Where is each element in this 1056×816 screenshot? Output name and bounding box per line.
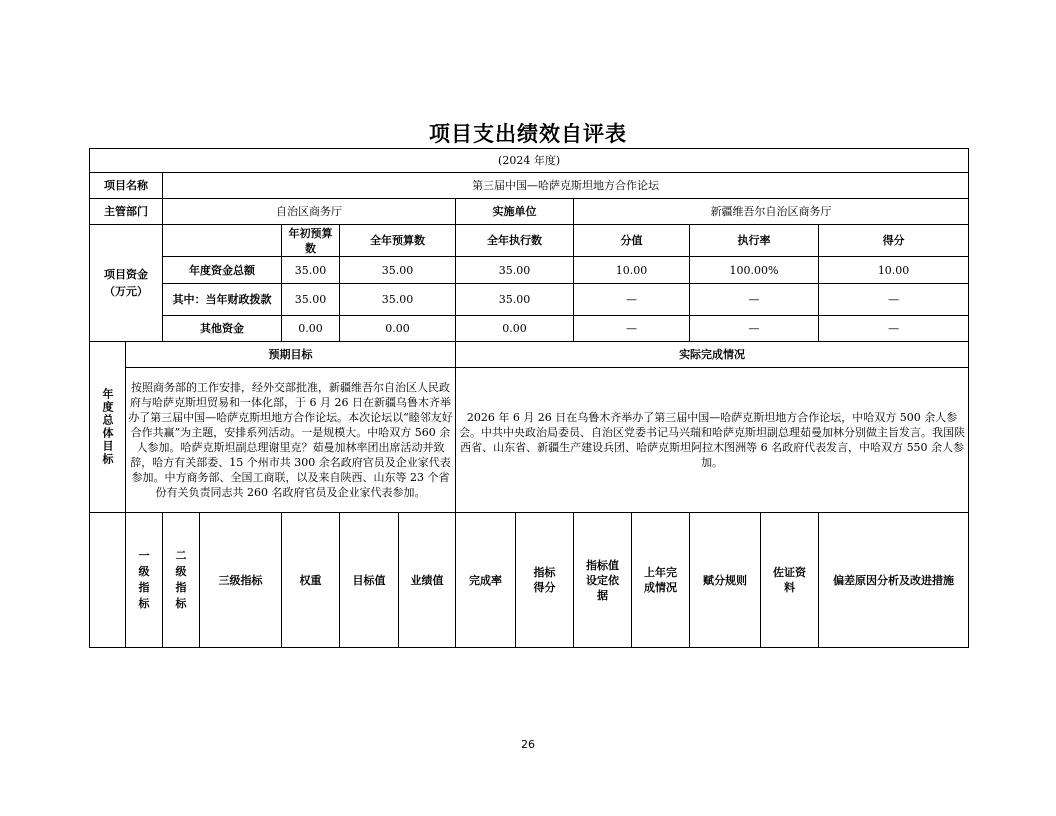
- funds-cell: 35.00: [282, 284, 340, 316]
- performance-self-evaluation-table: [89, 148, 969, 648]
- dept-value: 自治区商务厅: [163, 199, 456, 225]
- funds-cell: —: [819, 284, 969, 316]
- year-label: (2024 年度): [498, 154, 561, 167]
- funds-header-executed: 全年执行数: [456, 225, 574, 257]
- indicator-header-basis: 指标值设定依据: [574, 513, 632, 648]
- funds-cell: 10.00: [819, 257, 969, 284]
- funds-cell: —: [690, 284, 819, 316]
- funds-cell: 35.00: [456, 257, 574, 284]
- funds-cell: 0.00: [282, 316, 340, 342]
- funds-cell: 35.00: [340, 284, 456, 316]
- indicator-header-target: 目标值: [340, 513, 399, 648]
- funds-header-initial: 年初预算数: [282, 225, 340, 257]
- page-title: 项目支出绩效自评表: [429, 122, 627, 146]
- funds-row-label: 其中：当年财政拨款: [163, 284, 282, 316]
- funds-cell: 35.00: [282, 257, 340, 284]
- indicator-header-level2: 二级指标: [163, 513, 200, 648]
- indicator-header-weight: 权重: [282, 513, 340, 648]
- expected-goal-text: 按照商务部的工作安排，经外交部批准，新疆维吾尔自治区人民政府与哈萨克斯坦贸易和一体化部，于 6 月 26 日在新疆乌鲁木齐举办了第三届中国—哈萨克斯坦地方合作论坛。本次论坛以“睦邻友好 合作共赢”为主题，安排系列活动。一是规模大。中哈双方 560 余人参加。哈萨克斯坦副总理谢里克？茹曼加林率团出席活动并致辞，哈方有关部委、15 个州市共 300 余名政府官员及企业家代表参加。中方商务部、全国工商联，以及来自陕西、山东等 23 个省份有关负责同志共 260 名政府官员及企业家代表参加。: [126, 368, 456, 513]
- funds-cell: —: [574, 284, 690, 316]
- actual-completion-text: 2026 年 6 月 26 日在乌鲁木齐举办了第三届中国—哈萨克斯坦地方合作论坛，中哈双方 500 余人参会。中共中央政治局委员、自治区党委书记马兴瑞和哈萨克斯坦副总理茹曼加林分别做主旨发言。我国陕西省、山东省、新疆生产建设兵团、哈萨克斯坦阿拉木图洲等 6 名政府代表发言，中哈双方 550 余人参加。: [456, 368, 969, 513]
- funds-header-score-value: 分值: [574, 225, 690, 257]
- funds-header-exec-rate: 执行率: [690, 225, 819, 257]
- annual-goals-label: 年度总体目标: [90, 342, 126, 513]
- funds-cell: 0.00: [456, 316, 574, 342]
- funds-row-label: 其他资金: [163, 316, 282, 342]
- funds-row-label: 年度资金总额: [163, 257, 282, 284]
- funds-cell: —: [574, 316, 690, 342]
- funds-cell: 0.00: [340, 316, 456, 342]
- indicator-header-level1: 一级指标: [126, 513, 163, 648]
- funds-cell: —: [690, 316, 819, 342]
- funds-cell: 10.00: [574, 257, 690, 284]
- project-name-value: 第三届中国—哈萨克斯坦地方合作论坛: [163, 173, 969, 199]
- indicator-header-performance: 业绩值: [399, 513, 456, 648]
- funds-cell: 100.00%: [690, 257, 819, 284]
- funds-header-annual-budget: 全年预算数: [340, 225, 456, 257]
- project-name-label: 项目名称: [90, 173, 163, 199]
- actual-completion-header: 实际完成情况: [456, 342, 969, 368]
- dept-label: 主管部门: [90, 199, 163, 225]
- expected-goal-header: 预期目标: [126, 342, 456, 368]
- indicator-header-evidence: 佐证资料: [761, 513, 819, 648]
- year-row: [90, 149, 969, 173]
- page-number: 26: [521, 738, 535, 751]
- indicator-header-completion-rate: 完成率: [456, 513, 516, 648]
- indicator-header-score: 指标得分: [516, 513, 574, 648]
- funds-label: 项目资金（万元）: [90, 225, 163, 342]
- impl-unit-label: 实施单位: [456, 199, 574, 225]
- funds-header-blank: [163, 225, 282, 257]
- indicator-header-scoring-rules: 赋分规则: [690, 513, 761, 648]
- indicator-blank-cell: [90, 513, 126, 648]
- funds-header-score: 得分: [819, 225, 969, 257]
- funds-cell: —: [819, 316, 969, 342]
- impl-unit-value: 新疆维吾尔自治区商务厅: [574, 199, 969, 225]
- indicator-header-deviation: 偏差原因分析及改进措施: [819, 513, 969, 648]
- funds-cell: 35.00: [340, 257, 456, 284]
- indicator-header-last-year: 上年完成情况: [632, 513, 690, 648]
- indicator-header-level3: 三级指标: [200, 513, 282, 648]
- funds-cell: 35.00: [456, 284, 574, 316]
